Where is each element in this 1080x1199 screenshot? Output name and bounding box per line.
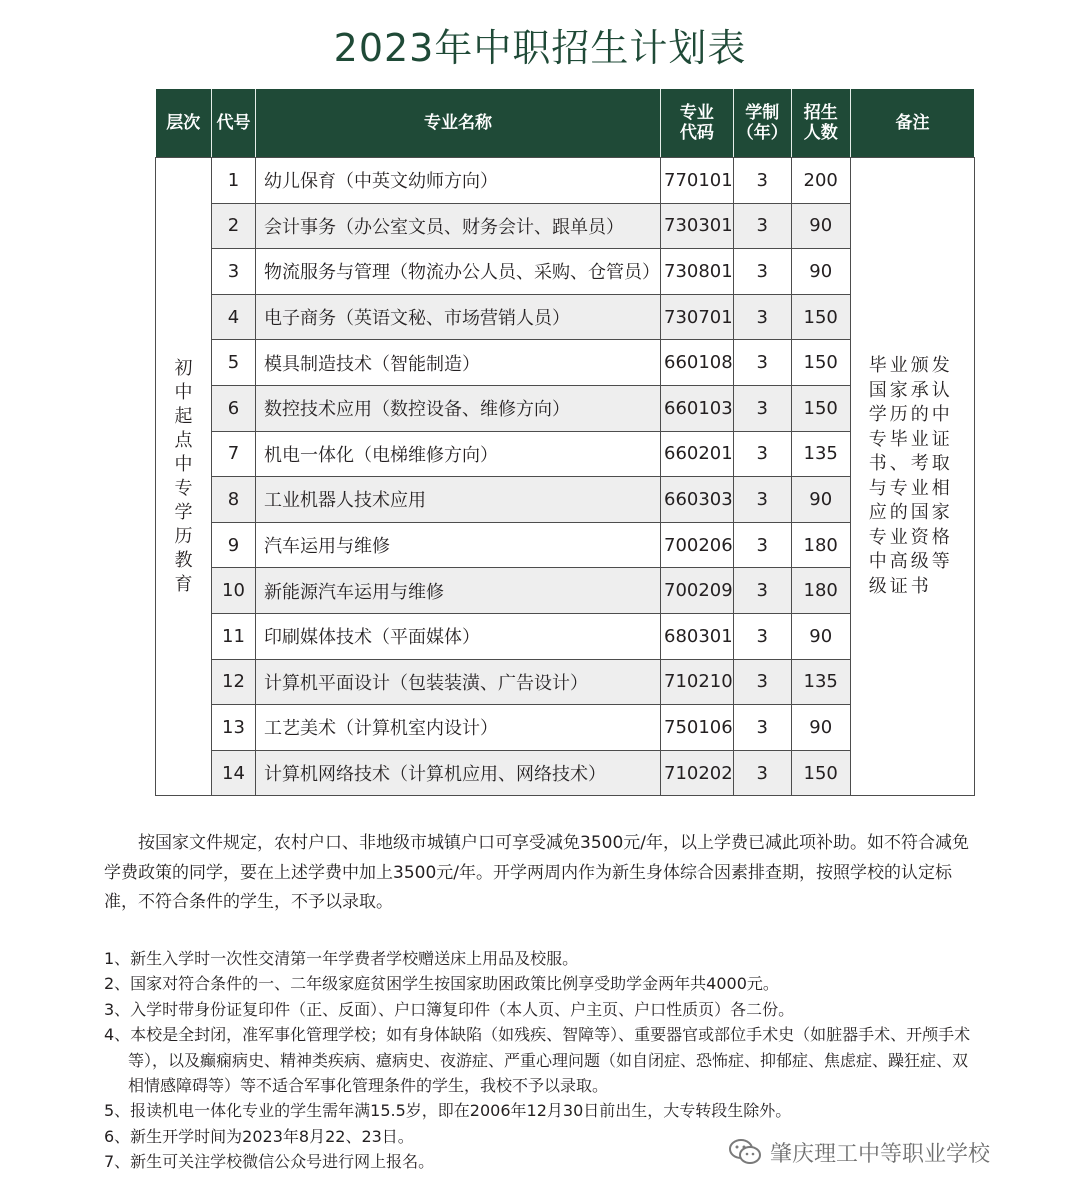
- enroll-count: 150: [791, 385, 850, 431]
- row-id: 6: [212, 385, 256, 431]
- rule-item: 7、新生可关注学校微信公众号进行网上报名。: [104, 1152, 435, 1172]
- major-code: 730301: [661, 203, 734, 249]
- major-code: 770101: [661, 158, 734, 204]
- row-id: 14: [212, 750, 256, 796]
- remark-cell: [850, 158, 974, 796]
- level-cell: [156, 158, 212, 796]
- enroll-count: 135: [791, 659, 850, 705]
- enroll-count: 90: [791, 705, 850, 751]
- major-code: 660201: [661, 431, 734, 477]
- remark-text: 毕业颁发国家承认学历的中专毕业证书、考取与专业相应的国家专业资格中高级等级证书: [868, 355, 953, 597]
- major-name: 工业机器人技术应用: [256, 477, 661, 523]
- school-name: 肇庆理工中等职业学校: [770, 1141, 991, 1167]
- major-name: 数控技术应用（数控设备、维修方向）: [256, 385, 661, 431]
- major-name: 机电一体化（电梯维修方向）: [256, 431, 661, 477]
- duration: 3: [733, 158, 791, 204]
- header-id: 代号: [212, 89, 256, 157]
- major-name: 印刷媒体技术（平面媒体）: [256, 613, 661, 659]
- row-id: 8: [212, 477, 256, 523]
- header-duration: 学制 （年）: [733, 89, 791, 157]
- major-code: 750106: [661, 705, 734, 751]
- major-code: 680301: [661, 613, 734, 659]
- row-id: 3: [212, 249, 256, 295]
- row-id: 1: [212, 158, 256, 204]
- enroll-count: 200: [791, 158, 850, 204]
- enroll-count: 150: [791, 750, 850, 796]
- major-name: 幼儿保育（中英文幼师方向）: [256, 158, 661, 204]
- row-id: 11: [212, 613, 256, 659]
- row-id: 5: [212, 340, 256, 386]
- rule-item: 4、本校是全封闭，准军事化管理学校；如有身体缺陷（如残疾、智障等）、重要器官或部位手术史（如脏器手术、开颅手术等），以及癫痫病史、精神类疾病、癔病史、夜游症、严重心理问题（如自闭症、恐怖症、抑郁症、焦虑症、躁狂症、双相情感障碍等）等不适合军事化管理条件的学生，我校不予以录取。: [104, 1025, 971, 1096]
- enroll-count: 150: [791, 340, 850, 386]
- enroll-count: 180: [791, 522, 850, 568]
- page-title: 2023年中职招生计划表: [333, 26, 747, 70]
- duration: 3: [733, 294, 791, 340]
- enroll-count: 180: [791, 568, 850, 614]
- duration: 3: [733, 340, 791, 386]
- rule-item: 6、新生开学时间为2023年8月22、23日。: [104, 1126, 414, 1146]
- duration: 3: [733, 522, 791, 568]
- header-enroll: 招生 人数: [791, 89, 850, 157]
- fee-notice: 按国家文件规定，农村户口、非地级市城镇户口可享受减免3500元/年，以上学费已减此项补助。如不符合减免学费政策的同学，要在上述学费中加上3500元/年。开学两周内作为新生身体综合因素排查期，按照学校的认定标准，不符合条件的学生，不予以录取。: [104, 833, 969, 912]
- major-name: 工艺美术（计算机室内设计）: [256, 705, 661, 751]
- major-code: 730801: [661, 249, 734, 295]
- major-code: 710202: [661, 750, 734, 796]
- wechat-watermark: [728, 1134, 990, 1170]
- rule-item: 3、入学时带身份证复印件（正、反面）、户口簿复印件（本人页、户主页、户口性质页）各二份。: [104, 999, 795, 1019]
- enroll-count: 90: [791, 203, 850, 249]
- enrollment-plan-table: [155, 89, 975, 796]
- duration: 3: [733, 385, 791, 431]
- major-name: 新能源汽车运用与维修: [256, 568, 661, 614]
- duration: 3: [733, 203, 791, 249]
- table-row: [156, 158, 975, 204]
- row-id: 7: [212, 431, 256, 477]
- row-id: 13: [212, 705, 256, 751]
- wechat-icon: [728, 1137, 762, 1167]
- duration: 3: [733, 705, 791, 751]
- table-header-row: [156, 89, 975, 157]
- rule-item: 2、国家对符合条件的一、二年级家庭贫困学生按国家助困政策比例享受助学金两年共4000元。: [104, 974, 779, 994]
- major-name: 计算机网络技术（计算机应用、网络技术）: [256, 750, 661, 796]
- major-code: 660303: [661, 477, 734, 523]
- header-level: 层次: [156, 89, 212, 157]
- major-code: 660108: [661, 340, 734, 386]
- header-major: 专业名称: [256, 89, 661, 157]
- duration: 3: [733, 613, 791, 659]
- major-code: 730701: [661, 294, 734, 340]
- rule-item: 5、报读机电一体化专业的学生需年满15.5岁，即在2006年12月30日前出生，大专转段生除外。: [104, 1101, 792, 1121]
- row-id: 9: [212, 522, 256, 568]
- major-code: 700209: [661, 568, 734, 614]
- rule-item: 1、新生入学时一次性交清第一年学费者学校赠送床上用品及校服。: [104, 949, 579, 968]
- header-remark: 备注: [850, 89, 974, 157]
- header-major-code: 专业 代码: [661, 89, 734, 157]
- major-name: 模具制造技术（智能制造）: [256, 340, 661, 386]
- major-name: 汽车运用与维修: [256, 522, 661, 568]
- level-label: 初中起点中专学历教育: [174, 357, 193, 595]
- major-name: 电子商务（英语文秘、市场营销人员）: [256, 294, 661, 340]
- row-id: 10: [212, 568, 256, 614]
- major-code: 660103: [661, 385, 734, 431]
- row-id: 12: [212, 659, 256, 705]
- duration: 3: [733, 750, 791, 796]
- row-id: 4: [212, 294, 256, 340]
- major-code: 700206: [661, 522, 734, 568]
- major-name: 物流服务与管理（物流办公人员、采购、仓管员）: [256, 249, 661, 295]
- enroll-count: 90: [791, 477, 850, 523]
- duration: 3: [733, 477, 791, 523]
- major-name: 会计事务（办公室文员、财务会计、跟单员）: [256, 203, 661, 249]
- enroll-count: 135: [791, 431, 850, 477]
- enroll-count: 90: [791, 613, 850, 659]
- duration: 3: [733, 249, 791, 295]
- duration: 3: [733, 568, 791, 614]
- duration: 3: [733, 659, 791, 705]
- major-name: 计算机平面设计（包装装潢、广告设计）: [256, 659, 661, 705]
- enroll-count: 90: [791, 249, 850, 295]
- enroll-count: 150: [791, 294, 850, 340]
- row-id: 2: [212, 203, 256, 249]
- duration: 3: [733, 431, 791, 477]
- major-code: 710210: [661, 659, 734, 705]
